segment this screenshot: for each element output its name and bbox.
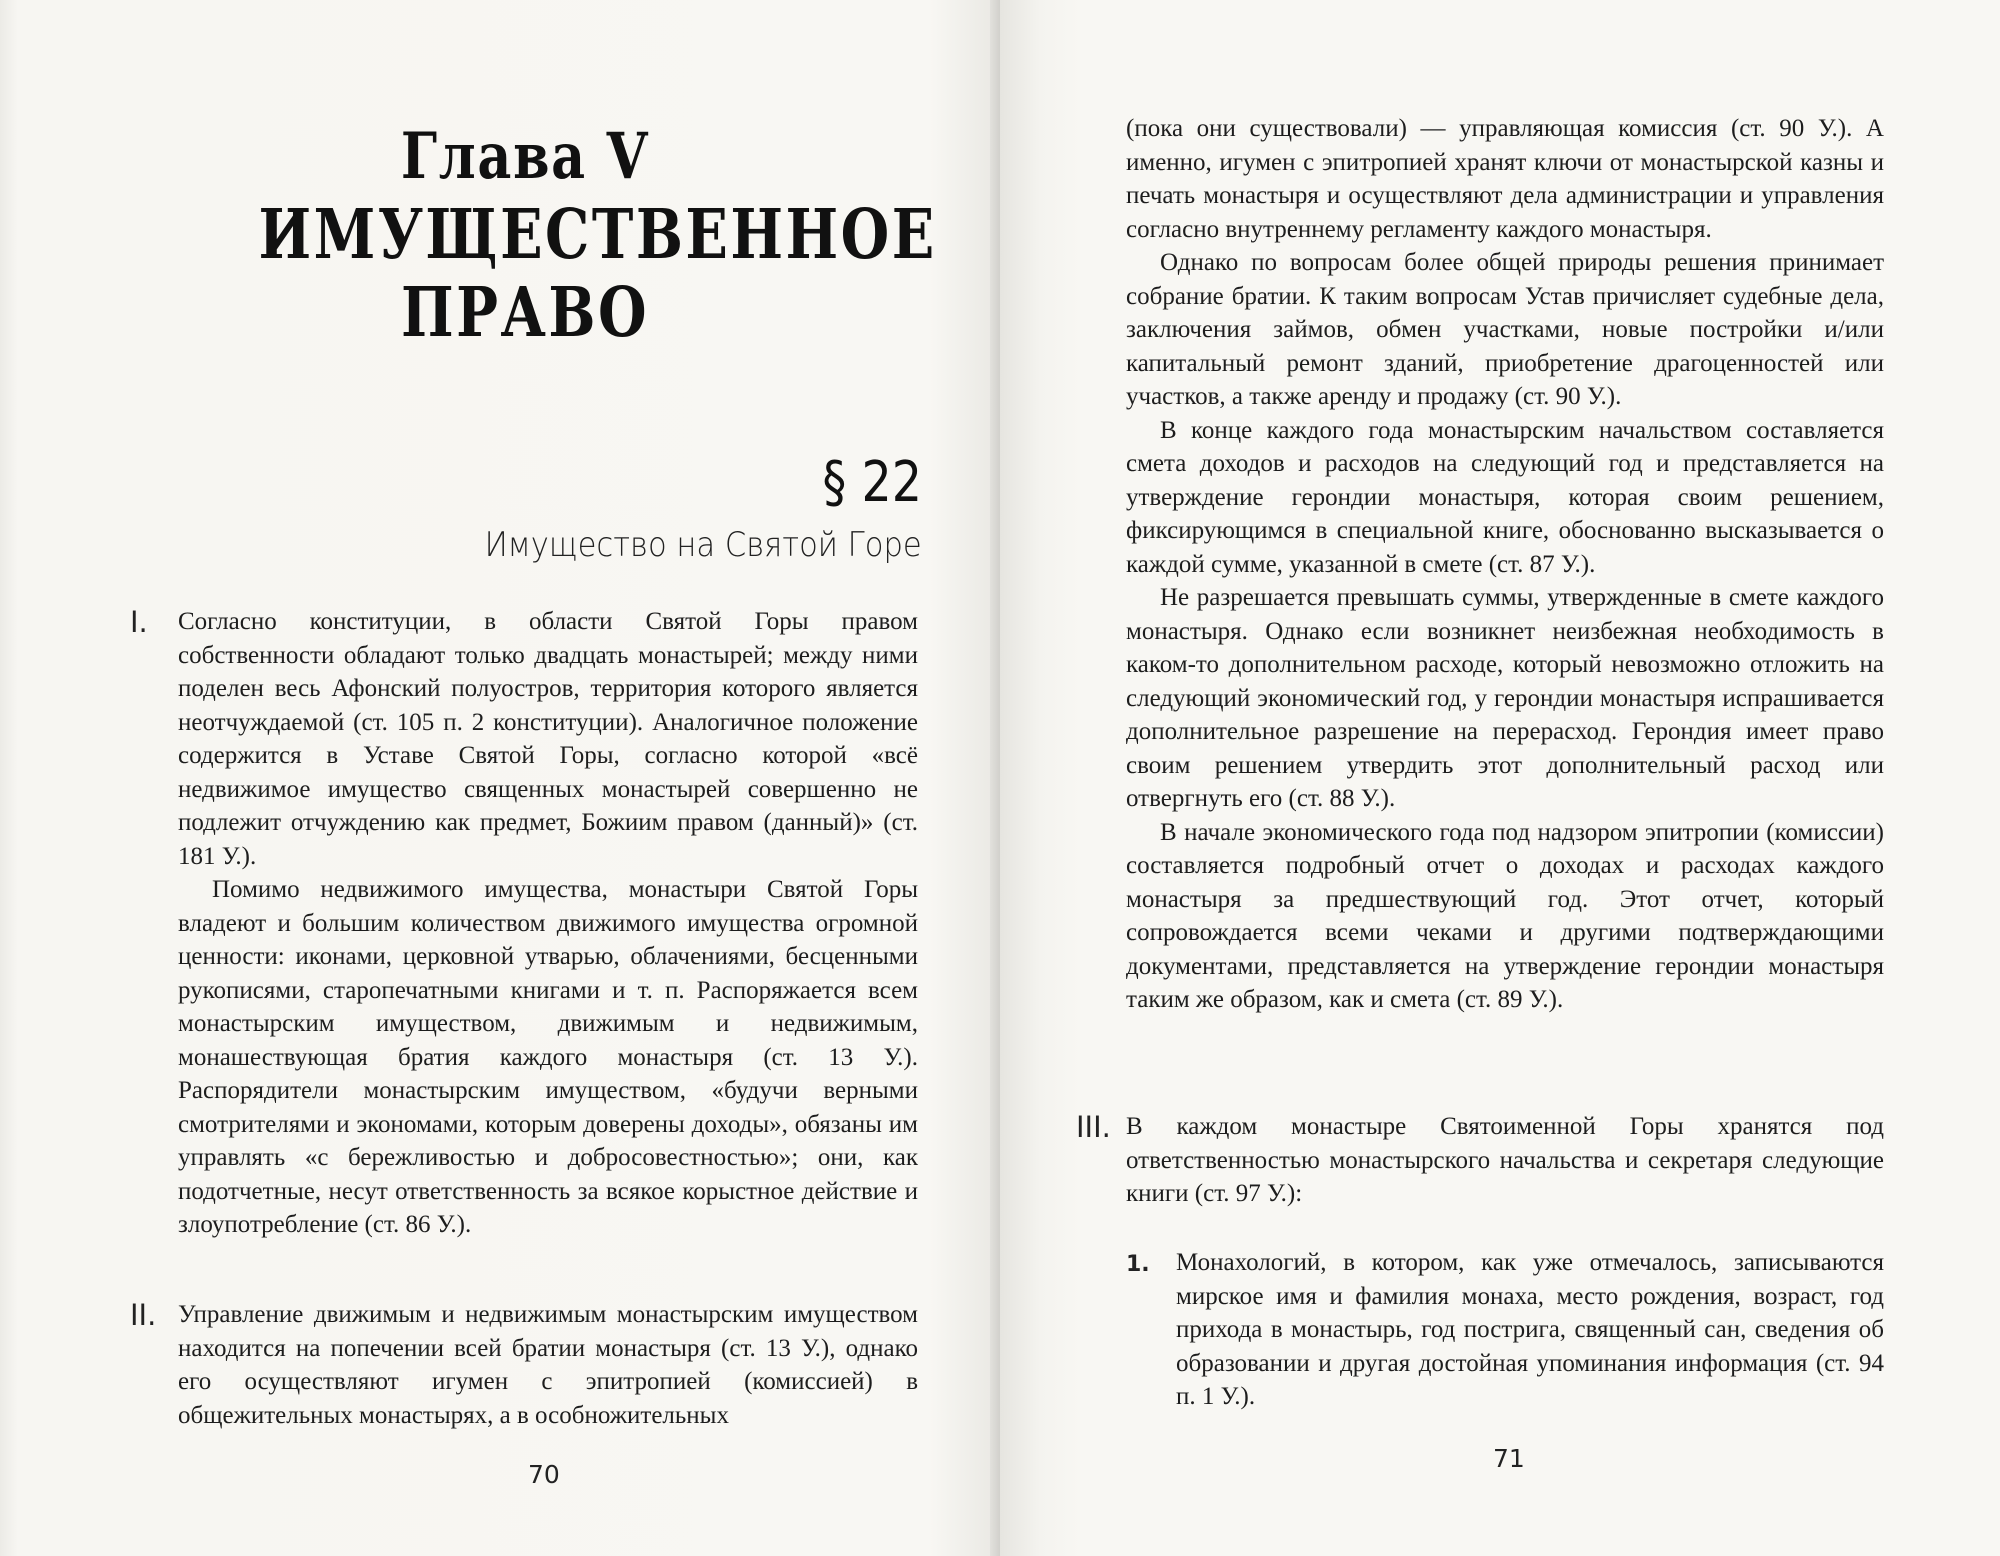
paragraph: Помимо недвижимого имущества, монастыри Святой Горы владеют и большим количеством движимого имущества огромной ценности: иконами, церковной утварью, облачениями, бесценными рукописями, старопечатными книгами и т. п. Распоряжается всем монастырским имуществом, движимым и недвижимым, монашествующая братия каждого монастыря (ст. 13 У.). Распорядители монастырским имуществом, «будучи верными смотрителями и экономами, которым доверены доходы», обязаны им управлять «с бережливостью и добросовестностью»; они, как подотчетные, несут ответственность за всякое корыстное действие и злоупотребление (ст. 86 У.). bbox=[178, 876, 918, 1238]
paragraph: Управление движимым и недвижимым монастырским имуществом находится на попечении всей братии монастыря (ст. 13 У.), однако его осуществляют игумен с эпитропией (комиссией) в общежительных монастырях, а в особножительных bbox=[178, 1301, 918, 1429]
list-item-1-text bbox=[1176, 1246, 1884, 1414]
item-2-text bbox=[178, 1298, 918, 1432]
chapter-heading bbox=[258, 118, 937, 353]
item-3-text bbox=[1126, 1110, 1884, 1211]
paragraph: В каждом монастыре Святоименной Горы хранятся под ответственностью монастырского начальства и секретаря следующие книги (ст. 97 У.): bbox=[1126, 1113, 1884, 1207]
section-number: § 22 bbox=[822, 450, 922, 515]
chapter-title-line-1: ИМУЩЕСТВЕННОЕ bbox=[258, 195, 937, 275]
page-number-right: 71 bbox=[1493, 1444, 1525, 1473]
paragraph: Монахологий, в котором, как уже отмечалось, записываются мирское имя и фамилия монаха, место рождения, возраст, год прихода в монастырь, год пострига, священный сан, сведения об образовании и другая достойная упоминания информация (ст. 94 п. 1 У.). bbox=[1176, 1249, 1884, 1410]
list-marker-1: 1. bbox=[1126, 1252, 1150, 1277]
paragraph: Согласно конституции, в области Святой Горы правом собственности обладают только двадцать монастырей; между ними поделен весь Афонский полуостров, территория которого является неотчуждаемой (ст. 105 п. 2 конституции). Аналогичное положение содержится в Уставе Святой Горы, согласно которой «всё недвижимое имущество священных монастырей совершенно не подлежит отчуждению как предмет, Божиим правом (данный)» (ст. 181 У.). bbox=[178, 608, 918, 870]
item-marker-1: I. bbox=[130, 605, 148, 639]
chapter-title-line-2: ПРАВО bbox=[400, 273, 649, 353]
paragraph: (пока они существовали) — управляющая комиссия (ст. 90 У.). А именно, игумен с эпитропией хранят ключи от монастырской казны и печать монастыря и осуществляют дела администрации и управления согласно внутреннему регламенту каждого монастыря. bbox=[1126, 115, 1884, 243]
right-page bbox=[1000, 0, 2000, 1556]
item-marker-2: II. bbox=[130, 1298, 157, 1332]
right-top-text bbox=[1126, 112, 1884, 1017]
paragraph: Однако по вопросам более общей природы решения принимает собрание братии. К таким вопросам Устав причисляет судебные дела, заключения займов, обмен участками, новые постройки и/или капитальный ремонт зданий, приобретение драгоценностей или участков, а также аренду и продажу (ст. 90 У.). bbox=[1126, 249, 1884, 410]
paragraph: В конце каждого года монастырским начальством составляется смета доходов и расходов на следующий год и представляется на утверждение герондии монастыря, которая своим решением, фиксирующимся в специальной книге, обоснованно высказывается о каждой сумме, указанной в смете (ст. 87 У.). bbox=[1126, 416, 1884, 578]
item-1-text bbox=[178, 605, 918, 1242]
page-number-left: 70 bbox=[528, 1460, 560, 1489]
chapter-label: Глава V bbox=[400, 119, 650, 194]
item-marker-3: III. bbox=[1076, 1110, 1111, 1144]
paragraph: Не разрешается превышать суммы, утвержденные в смете каждого монастыря. Однако если возникнет неизбежная необходимость в каком-то дополнительном расходе, который невозможно отложить на следующий экономический год, у герондии монастыря испрашивается дополнительное разрешение на перерасход. Герондия имеет право своим решением утвердить этот дополнительный расход или отвергнуть его (ст. 88 У.). bbox=[1126, 584, 1884, 812]
section-title: Имущество на Святой Горе bbox=[484, 525, 922, 565]
paragraph: В начале экономического года под надзором эпитропии (комиссии) составляется подробный отчет о доходах и расходах каждого монастыря за предшествующий год. Этот отчет, который сопровождается всеми чеками и другими подтверждающими документами, представляется на утверждение герондии монастыря таким же образом, как и смета (ст. 89 У.). bbox=[1126, 818, 1884, 1013]
